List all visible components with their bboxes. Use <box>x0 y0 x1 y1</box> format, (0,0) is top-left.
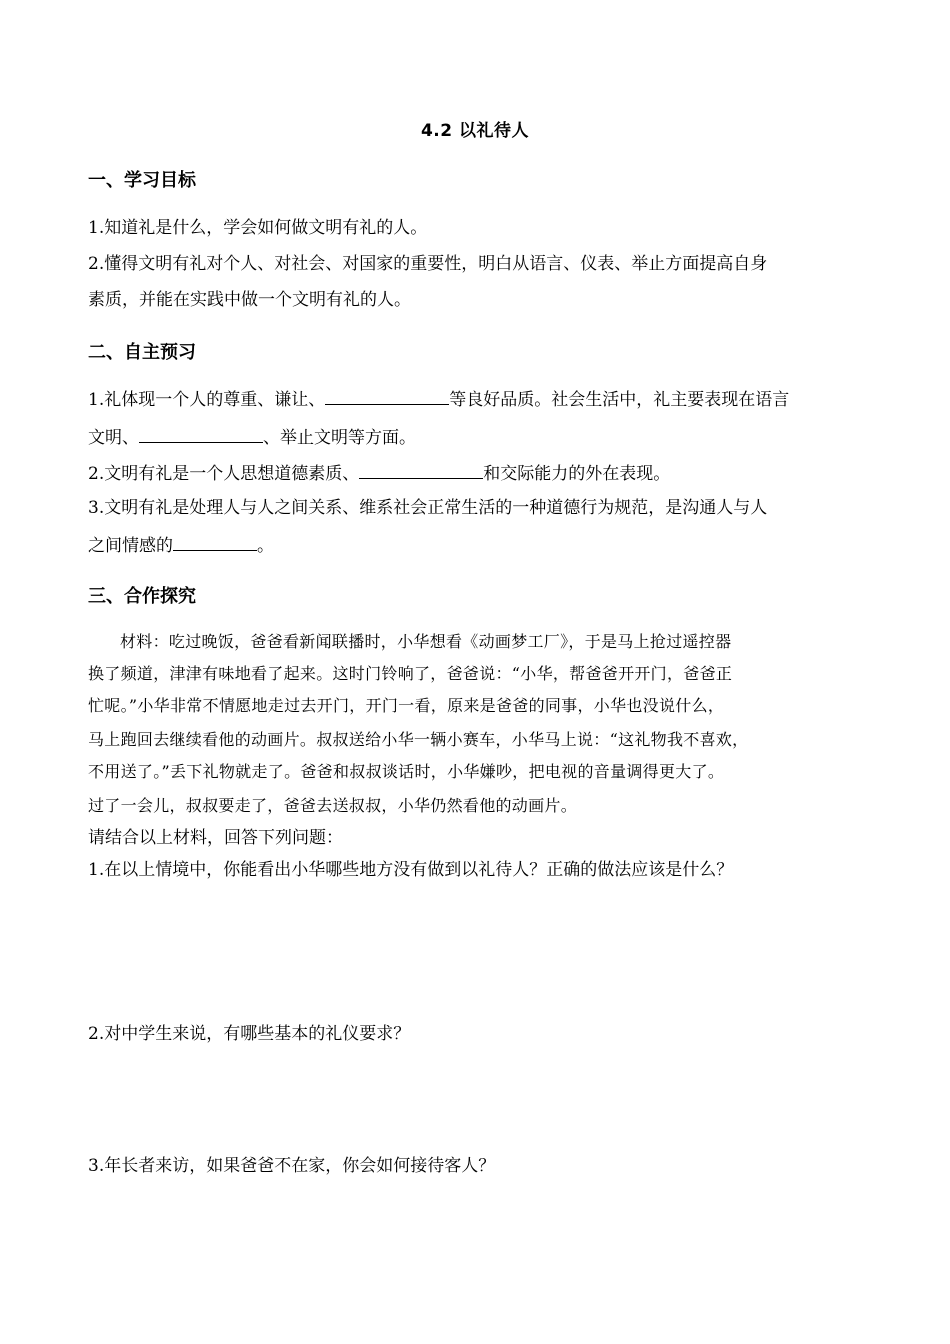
preview-text: 、举止文明等方面。 <box>263 428 416 448</box>
goal-item: 1.知道礼是什么，学会如何做文明有礼的人。 <box>88 218 428 238</box>
section-heading-inquiry: 三、合作探究 <box>88 586 196 607</box>
preview-text: 2.文明有礼是一个人思想道德素质、 <box>88 464 360 484</box>
inquiry-question-2: 2.对中学生来说，有哪些基本的礼仪要求？ <box>88 1024 411 1044</box>
fill-blank[interactable] <box>325 386 449 405</box>
material-paragraph-line: 忙呢。”小华非常不情愿地走过去开门，开门一看，原来是爸爸的同事，小华也没说什么， <box>88 696 725 715</box>
goal-item: 素质，并能在实践中做一个文明有礼的人。 <box>88 290 411 310</box>
fill-blank[interactable] <box>139 424 263 443</box>
preview-question-2 <box>88 460 670 486</box>
inquiry-question-1: 1.在以上情境中，你能看出小华哪些地方没有做到以礼待人？正确的做法应该是什么？ <box>88 860 734 880</box>
answer-prompt: 请结合以上材料，回答下列问题： <box>88 828 343 848</box>
material-paragraph-line: 换了频道，津津有味地看了起来。这时门铃响了，爸爸说：“小华，帮爸爸开开门，爸爸正 <box>88 664 733 683</box>
material-paragraph-line: 材料：吃过晚饭，爸爸看新闻联播时，小华想看《动画梦工厂》，于是马上抢过遥控器 <box>120 632 732 651</box>
material-paragraph-line: 过了一会儿，叔叔要走了，爸爸去送叔叔，小华仍然看他的动画片。 <box>88 796 578 815</box>
preview-text: 和交际能力的外在表现。 <box>483 464 671 484</box>
material-paragraph-line: 不用送了。”丢下礼物就走了。爸爸和叔叔谈话时，小华嫌吵，把电视的音量调得更大了。 <box>88 762 725 781</box>
inquiry-question-3: 3.年长者来访，如果爸爸不在家，你会如何接待客人？ <box>88 1156 496 1176</box>
preview-question-3-line-1 <box>88 496 767 520</box>
preview-question-3-line-2 <box>88 532 274 558</box>
preview-text: 文明、 <box>88 428 139 448</box>
section-heading-preview: 二、自主预习 <box>88 342 196 363</box>
material-paragraph-line: 马上跑回去继续看他的动画片。叔叔送给小华一辆小赛车，小华马上说：“这礼物我不喜欢， <box>88 730 749 749</box>
goal-item: 2.懂得文明有礼对个人、对社会、对国家的重要性，明白从语言、仪表、举止方面提高自身 <box>88 254 768 274</box>
preview-question-1-line-2 <box>88 424 416 450</box>
page-title: 4.2 以礼待人 <box>420 121 530 141</box>
preview-text: 。 <box>257 536 274 556</box>
section-heading-goals: 一、学习目标 <box>88 170 196 191</box>
fill-blank[interactable] <box>359 460 483 479</box>
preview-text: 3.文明有礼是处理人与人之间关系、维系社会正常生活的一种道德行为规范，是沟通人与人 <box>88 498 768 518</box>
preview-question-1-line-1 <box>88 386 789 412</box>
fill-blank[interactable] <box>173 532 257 551</box>
preview-text: 1.礼体现一个人的尊重、谦让、 <box>88 390 326 410</box>
preview-text: 等良好品质。社会生活中，礼主要表现在语言 <box>449 390 790 410</box>
preview-text: 之间情感的 <box>88 536 173 556</box>
